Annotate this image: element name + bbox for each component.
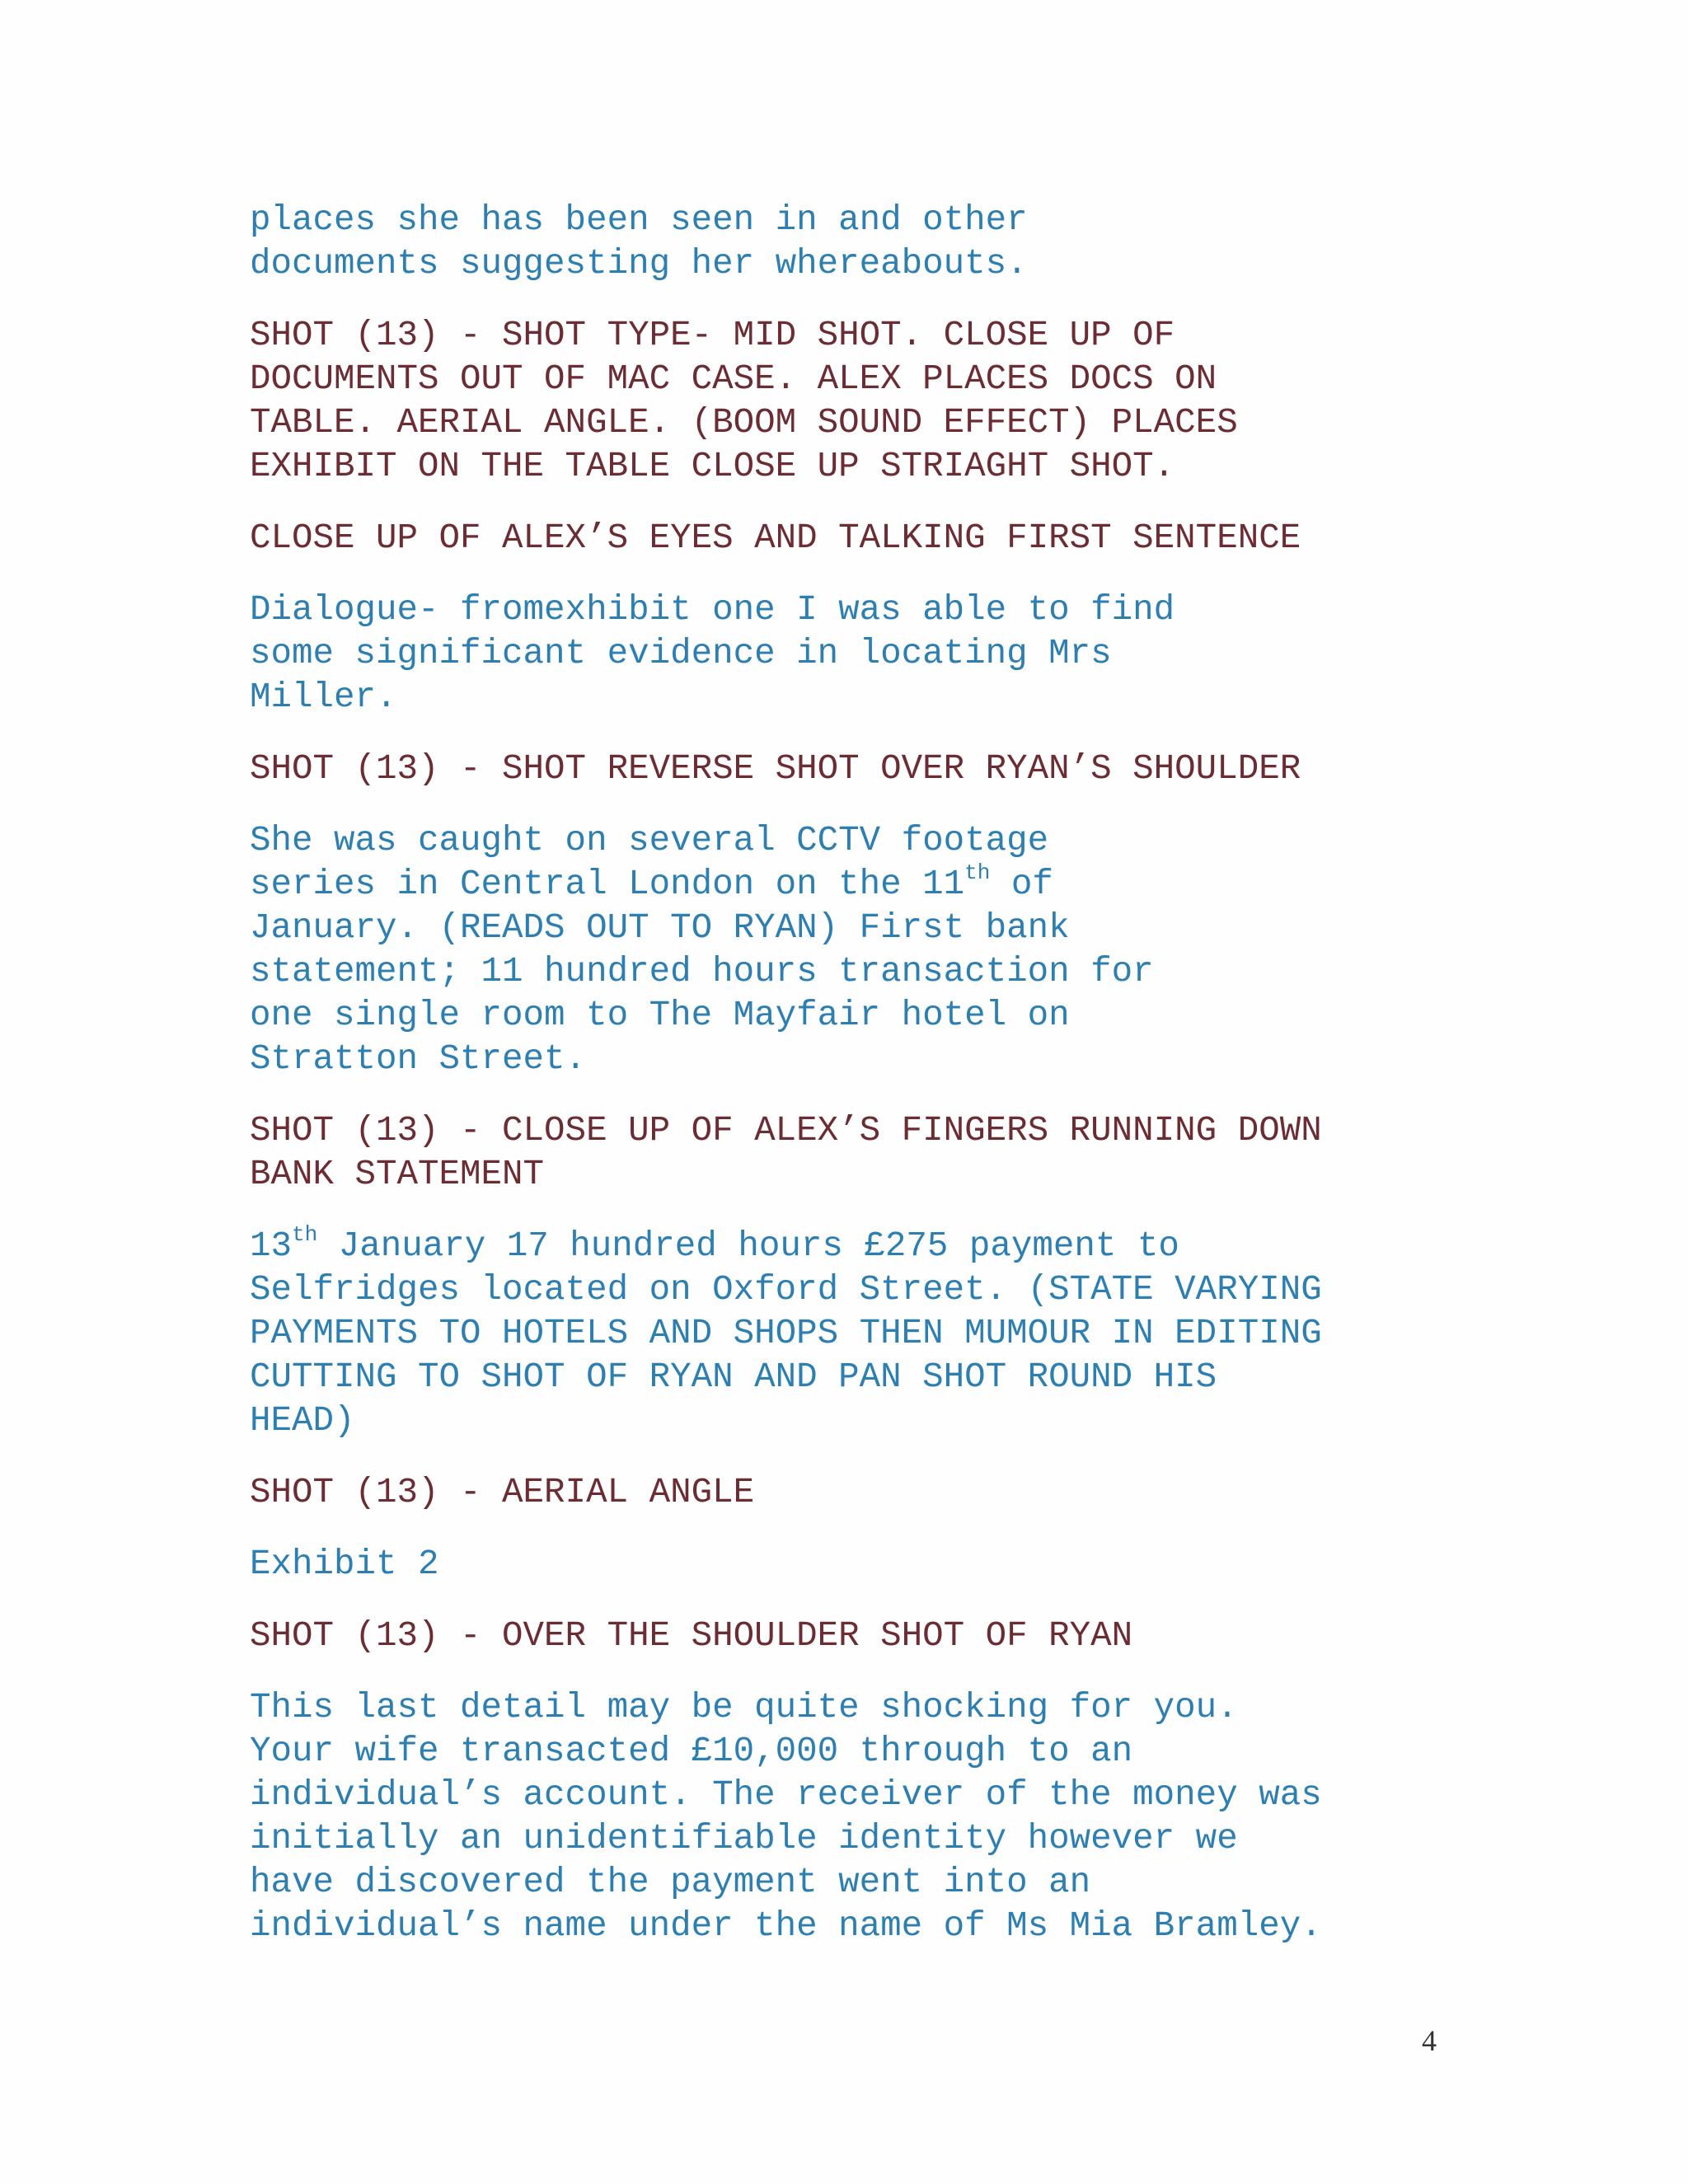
text-segment: January 17 hundred hours £275 payment to	[317, 1226, 1179, 1266]
text-line: PAYMENTS TO HOTELS AND SHOPS THEN MUMOUR IN EDITING	[250, 1314, 1322, 1353]
text-line: Exhibit 2	[250, 1544, 439, 1584]
text-line	[250, 1222, 1445, 1268]
text-line: She was caught on several CCTV footage	[250, 821, 1049, 860]
dialogue-paragraph	[250, 819, 1445, 1081]
text-line: one single room to The Mayfair hotel on	[250, 996, 1070, 1035]
text-segment: of	[990, 865, 1053, 904]
text-segment: 13	[250, 1226, 293, 1266]
text-line: SHOT (13) - OVER THE SHOULDER SHOT OF RYAN	[250, 1616, 1133, 1656]
text-line	[250, 860, 1445, 907]
text-segment: series in Central London on the 11	[250, 865, 965, 904]
text-line: This last detail may be quite shocking for you.	[250, 1688, 1238, 1727]
text-line: CLOSE UP OF ALEX’S EYES AND TALKING FIRST SENTENCE	[250, 518, 1301, 558]
text-line: SHOT (13) - SHOT TYPE- MID SHOT. CLOSE UP OF	[250, 316, 1175, 355]
dialogue-paragraph	[250, 199, 1445, 286]
text-line: initially an unidentifiable identity however we	[250, 1819, 1238, 1858]
text-line: some significant evidence in locating Mrs	[250, 634, 1112, 673]
ordinal-superscript: th	[292, 1222, 318, 1247]
text-line: Selfridges located on Oxford Street. (STATE VARYING	[250, 1270, 1322, 1310]
text-line: have discovered the payment went into an	[250, 1863, 1091, 1902]
text-line: Your wife transacted £10,000 through to an	[250, 1732, 1133, 1771]
text-line: TABLE. AERIAL ANGLE. (BOOM SOUND EFFECT) PLACES	[250, 403, 1238, 443]
text-line: DOCUMENTS OUT OF MAC CASE. ALEX PLACES DOCS ON	[250, 359, 1217, 399]
text-line: BANK STATEMENT	[250, 1155, 545, 1194]
page-number: 4	[1422, 2024, 1437, 2057]
text-line: SHOT (13) - SHOT REVERSE SHOT OVER RYAN’S SHOULDER	[250, 749, 1301, 789]
shot-direction-paragraph	[250, 1471, 1445, 1515]
text-line: Dialogue- fromexhibit one I was able to find	[250, 590, 1175, 630]
shot-direction-paragraph	[250, 314, 1445, 489]
dialogue-paragraph	[250, 588, 1445, 719]
text-line: SHOT (13) - CLOSE UP OF ALEX’S FINGERS RUNNING DOWN	[250, 1111, 1322, 1151]
shot-direction-paragraph	[250, 748, 1445, 791]
script-body	[250, 199, 1445, 1976]
text-line: statement; 11 hundred hours transaction for	[250, 952, 1154, 991]
text-line: Stratton Street.	[250, 1039, 587, 1079]
text-line: Miller.	[250, 677, 397, 717]
dialogue-paragraph	[250, 1686, 1445, 1948]
shot-direction-paragraph	[250, 1109, 1445, 1197]
text-line: EXHIBIT ON THE TABLE CLOSE UP STRIAGHT SHOT.	[250, 447, 1175, 486]
dialogue-paragraph	[250, 1222, 1445, 1443]
text-line: places she has been seen in and other	[250, 200, 1028, 240]
shot-direction-paragraph	[250, 1615, 1445, 1658]
text-line: documents suggesting her whereabouts.	[250, 244, 1028, 284]
ordinal-superscript: th	[964, 860, 991, 885]
shot-direction-paragraph	[250, 517, 1445, 560]
text-line: CUTTING TO SHOT OF RYAN AND PAN SHOT ROUND HIS	[250, 1357, 1217, 1397]
text-line: SHOT (13) - AERIAL ANGLE	[250, 1473, 755, 1512]
text-line: January. (READS OUT TO RYAN) First bank	[250, 908, 1070, 948]
text-line: individual’s account. The receiver of the money was	[250, 1775, 1322, 1815]
text-line: individual’s name under the name of Ms Mia Bramley.	[250, 1906, 1322, 1946]
dialogue-paragraph	[250, 1543, 1445, 1586]
text-line: HEAD)	[250, 1401, 355, 1441]
